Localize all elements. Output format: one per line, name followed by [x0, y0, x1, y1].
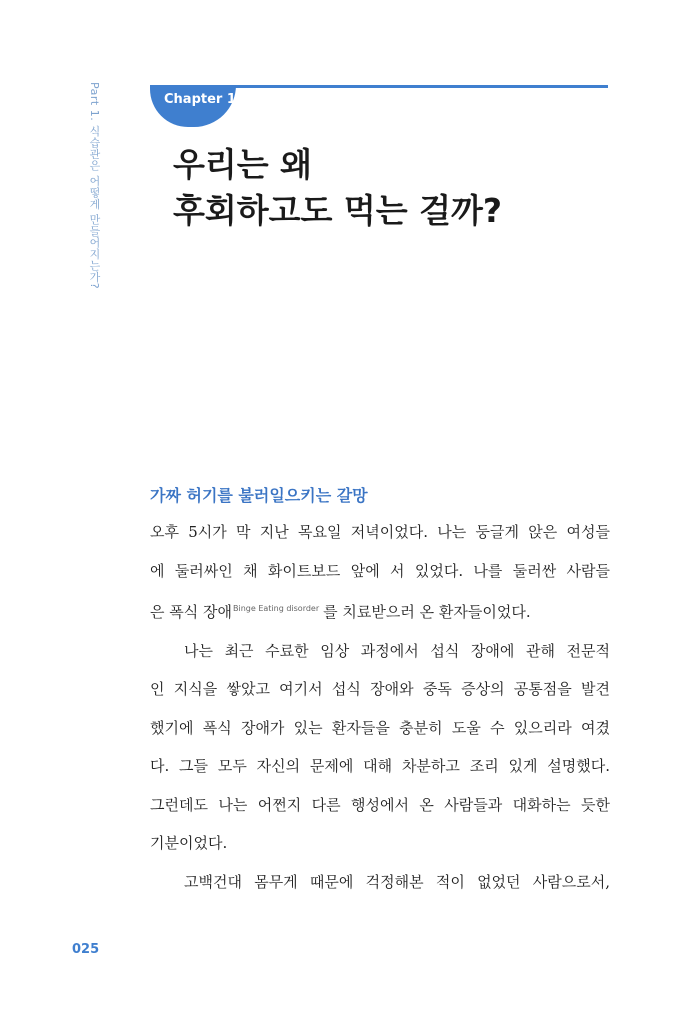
- chapter-title-line-2: 후회하고도 먹는 걸까?: [173, 191, 503, 230]
- body-line: 오후 5시가 막 지난 목요일 저녁이었다. 나는 둥글게 앉은 여성들: [150, 523, 610, 541]
- body-line: 에 둘러싸인 채 화이트보드 앞에 서 있었다. 나를 둘러싼 사람들: [150, 561, 610, 580]
- body-line: 기분이었다.: [150, 834, 228, 852]
- chapter-label: Chapter 1: [164, 92, 236, 107]
- running-header: Part 1. 식습관은 어떻게 만들어지는가?: [88, 82, 101, 290]
- page-number: 025: [72, 942, 100, 957]
- section-heading: 가짜 허기를 불러일으키는 갈망: [150, 486, 368, 505]
- body-text: [150, 513, 610, 901]
- body-line: 인 지식을 쌓았고 여기서 섭식 장애와 중독 증상의 공통점을 발견: [150, 680, 610, 698]
- body-line-text: 은 폭식 장애: [150, 603, 232, 621]
- body-line: 다. 그들 모두 자신의 문제에 대해 차분하고 조리 있게 설명했다.: [150, 757, 610, 775]
- chapter-title: [173, 142, 502, 234]
- chapter-badge: [150, 85, 236, 127]
- body-line: 했기에 폭식 장애가 있는 환자들을 충분히 도울 수 있으리라 여겼: [150, 718, 610, 737]
- chapter-title-line-1: 우리는 왜: [173, 145, 313, 184]
- body-line: 나는 최근 수료한 임상 과정에서 섭식 장애에 관해 전문적: [184, 641, 610, 660]
- body-line: [150, 590, 610, 632]
- body-line-text: 를 치료받으러 온 환자들이었다.: [323, 603, 531, 621]
- body-line: 그런데도 나는 어쩐지 다른 행성에서 온 사람들과 대화하는 듯한: [150, 795, 610, 814]
- body-line: 고백건대 몸무게 때문에 걱정해본 적이 없었던 사람으로서,: [184, 872, 610, 891]
- english-term-note: Binge Eating disorder: [233, 604, 320, 613]
